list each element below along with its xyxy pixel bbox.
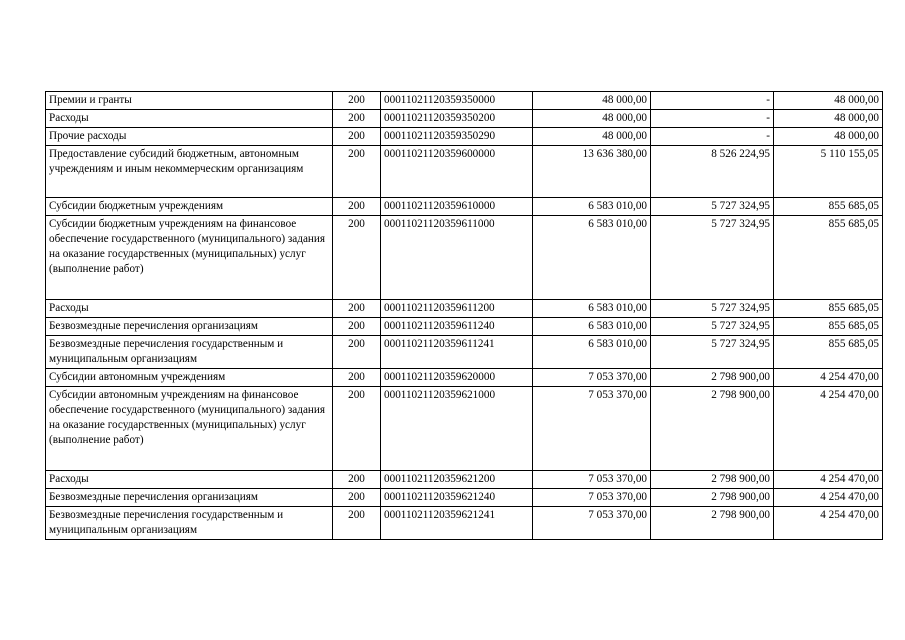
- row-remaining: 4 254 470,00: [774, 489, 883, 507]
- row-remaining: 4 254 470,00: [774, 369, 883, 387]
- row-name: Расходы: [46, 471, 333, 489]
- row-name: Предоставление субсидий бюджетным, автономным учреждениям и иным некоммерческим организациям: [46, 146, 333, 198]
- table-row: [46, 216, 883, 300]
- row-code: 200: [333, 471, 381, 489]
- row-remaining: 4 254 470,00: [774, 471, 883, 489]
- row-kbk: 00011021120359610000: [381, 198, 533, 216]
- row-kbk: 00011021120359621240: [381, 489, 533, 507]
- table-row: [46, 387, 883, 471]
- row-name: Субсидии бюджетным учреждениям: [46, 198, 333, 216]
- row-approved: 7 053 370,00: [533, 489, 651, 507]
- row-kbk: 00011021120359611241: [381, 336, 533, 369]
- row-executed: 2 798 900,00: [651, 369, 774, 387]
- row-approved: 6 583 010,00: [533, 198, 651, 216]
- row-name: Премии и гранты: [46, 92, 333, 110]
- row-name: Безвозмездные перечисления организациям: [46, 489, 333, 507]
- row-executed: 5 727 324,95: [651, 318, 774, 336]
- budget-table: [45, 91, 883, 540]
- row-approved: 6 583 010,00: [533, 300, 651, 318]
- row-code: 200: [333, 489, 381, 507]
- row-remaining: 855 685,05: [774, 336, 883, 369]
- table-row: [46, 318, 883, 336]
- row-name: Безвозмездные перечисления государственным и муниципальным организациям: [46, 336, 333, 369]
- budget-table-body: [46, 92, 883, 540]
- table-row: [46, 128, 883, 146]
- table-row: [46, 300, 883, 318]
- row-approved: 48 000,00: [533, 128, 651, 146]
- table-row: [46, 146, 883, 198]
- row-approved: 6 583 010,00: [533, 336, 651, 369]
- row-remaining: 855 685,05: [774, 300, 883, 318]
- row-kbk: 00011021120359611240: [381, 318, 533, 336]
- row-name: Безвозмездные перечисления организациям: [46, 318, 333, 336]
- row-executed: 5 727 324,95: [651, 336, 774, 369]
- row-kbk: 00011021120359620000: [381, 369, 533, 387]
- row-kbk: 00011021120359350200: [381, 110, 533, 128]
- row-executed: 2 798 900,00: [651, 387, 774, 471]
- row-kbk: 00011021120359600000: [381, 146, 533, 198]
- table-row: [46, 92, 883, 110]
- row-executed: -: [651, 92, 774, 110]
- row-code: 200: [333, 216, 381, 300]
- table-row: [46, 507, 883, 540]
- row-code: 200: [333, 369, 381, 387]
- row-kbk: 00011021120359621200: [381, 471, 533, 489]
- row-code: 200: [333, 336, 381, 369]
- row-approved: 6 583 010,00: [533, 318, 651, 336]
- row-code: 200: [333, 198, 381, 216]
- row-executed: 2 798 900,00: [651, 471, 774, 489]
- row-remaining: 855 685,05: [774, 216, 883, 300]
- row-kbk: 00011021120359611200: [381, 300, 533, 318]
- table-row: [46, 110, 883, 128]
- row-name: Расходы: [46, 110, 333, 128]
- row-executed: 5 727 324,95: [651, 216, 774, 300]
- row-approved: 48 000,00: [533, 92, 651, 110]
- row-name: Субсидии автономным учреждениям на финансовое обеспечение государственного (муниципального) задания на оказание государственных (муниципальных) услуг (выполнение работ): [46, 387, 333, 471]
- row-remaining: 48 000,00: [774, 92, 883, 110]
- row-remaining: 4 254 470,00: [774, 507, 883, 540]
- row-approved: 6 583 010,00: [533, 216, 651, 300]
- row-remaining: 855 685,05: [774, 318, 883, 336]
- row-remaining: 5 110 155,05: [774, 146, 883, 198]
- row-remaining: 48 000,00: [774, 128, 883, 146]
- row-executed: 5 727 324,95: [651, 300, 774, 318]
- row-kbk: 00011021120359350290: [381, 128, 533, 146]
- row-kbk: 00011021120359621000: [381, 387, 533, 471]
- row-remaining: 855 685,05: [774, 198, 883, 216]
- row-executed: -: [651, 110, 774, 128]
- row-executed: -: [651, 128, 774, 146]
- row-approved: 7 053 370,00: [533, 369, 651, 387]
- row-code: 200: [333, 387, 381, 471]
- table-row: [46, 489, 883, 507]
- row-approved: 13 636 380,00: [533, 146, 651, 198]
- row-name: Безвозмездные перечисления государственным и муниципальным организациям: [46, 507, 333, 540]
- row-kbk: 00011021120359350000: [381, 92, 533, 110]
- row-code: 200: [333, 92, 381, 110]
- row-code: 200: [333, 110, 381, 128]
- row-name: Расходы: [46, 300, 333, 318]
- row-executed: 8 526 224,95: [651, 146, 774, 198]
- row-name: Прочие расходы: [46, 128, 333, 146]
- row-code: 200: [333, 318, 381, 336]
- row-code: 200: [333, 128, 381, 146]
- row-executed: 2 798 900,00: [651, 489, 774, 507]
- row-kbk: 00011021120359611000: [381, 216, 533, 300]
- table-row: [46, 369, 883, 387]
- row-approved: 7 053 370,00: [533, 387, 651, 471]
- row-remaining: 48 000,00: [774, 110, 883, 128]
- row-executed: 5 727 324,95: [651, 198, 774, 216]
- row-name: Субсидии автономным учреждениям: [46, 369, 333, 387]
- row-remaining: 4 254 470,00: [774, 387, 883, 471]
- row-approved: 7 053 370,00: [533, 471, 651, 489]
- row-code: 200: [333, 146, 381, 198]
- table-row: [46, 336, 883, 369]
- table-row: [46, 471, 883, 489]
- row-name: Субсидии бюджетным учреждениям на финансовое обеспечение государственного (муниципального) задания на оказание государственных (муниципальных) услуг (выполнение работ): [46, 216, 333, 300]
- row-code: 200: [333, 507, 381, 540]
- row-approved: 48 000,00: [533, 110, 651, 128]
- row-executed: 2 798 900,00: [651, 507, 774, 540]
- table-row: [46, 198, 883, 216]
- row-code: 200: [333, 300, 381, 318]
- row-approved: 7 053 370,00: [533, 507, 651, 540]
- row-kbk: 00011021120359621241: [381, 507, 533, 540]
